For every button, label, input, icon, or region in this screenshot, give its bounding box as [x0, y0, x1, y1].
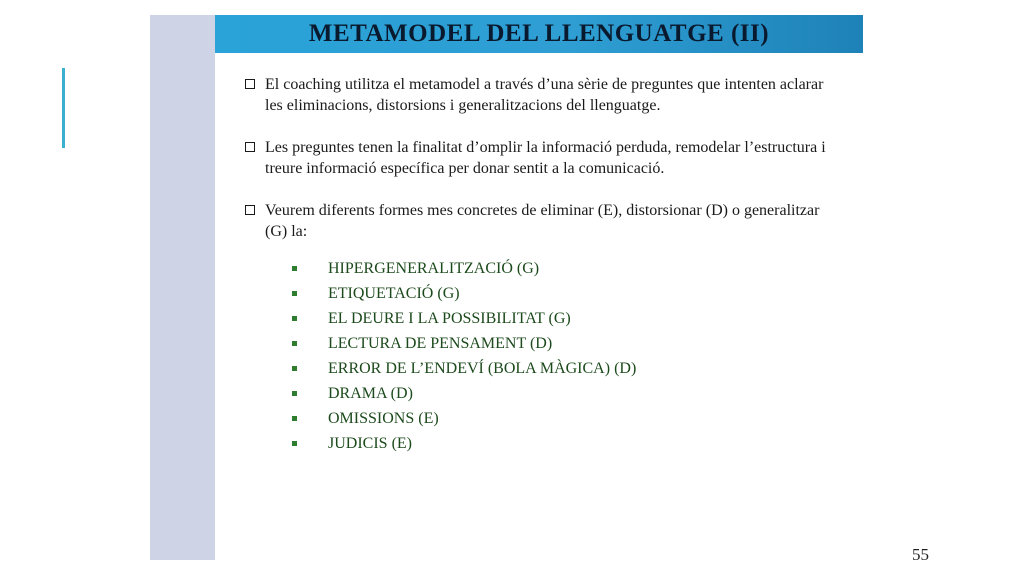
list-item-label: LECTURA DE PENSAMENT (D): [328, 334, 553, 352]
checkbox-bullet-icon: [245, 142, 255, 152]
list-item: [245, 431, 845, 456]
paragraph-2: [245, 137, 845, 179]
checkbox-bullet-icon: [245, 205, 255, 215]
paragraph-3: [245, 200, 845, 242]
list-item: [245, 306, 845, 331]
list-item: [245, 331, 845, 356]
square-bullet-icon: [292, 266, 297, 271]
list-item: [245, 256, 845, 281]
page-number: 55: [912, 545, 929, 564]
list-item-label: JUDICIS (E): [328, 434, 412, 452]
list-item-label: EL DEURE I LA POSSIBILITAT (G): [328, 309, 571, 327]
square-bullet-icon: [292, 366, 297, 371]
list-item-label: DRAMA (D): [328, 384, 413, 402]
sub-item-list: [245, 256, 845, 456]
checkbox-bullet-icon: [245, 79, 255, 89]
square-bullet-icon: [292, 391, 297, 396]
title-bar: [215, 15, 863, 53]
list-item-label: ETIQUETACIÓ (G): [328, 284, 460, 302]
list-item: [245, 281, 845, 306]
accent-line: [62, 68, 65, 148]
square-bullet-icon: [292, 316, 297, 321]
paragraph-text: Les preguntes tenen la finalitat d’omplir la informació perduda, remodelar l’estructura i treure informació específica per donar sentit a la comunicació.: [265, 139, 826, 177]
list-item-label: ERROR DE L’ENDEVÍ (BOLA MÀGICA) (D): [328, 359, 637, 377]
paragraph-text: El coaching utilitza el metamodel a través d’una sèrie de preguntes que intenten aclarar les eliminacions, distorsions i generalitzacions del llenguatge.: [265, 76, 824, 114]
side-panel: [150, 15, 215, 560]
square-bullet-icon: [292, 441, 297, 446]
square-bullet-icon: [292, 341, 297, 346]
slide-content: [245, 74, 845, 456]
paragraph-text: Veurem diferents formes mes concretes de eliminar (E), distorsionar (D) o generalitzar (G) la:: [265, 202, 820, 240]
list-item: [245, 381, 845, 406]
list-item: [245, 356, 845, 381]
paragraph-1: [245, 74, 845, 116]
square-bullet-icon: [292, 416, 297, 421]
slide-title: METAMODEL DEL LLENGUATGE (II): [308, 20, 770, 47]
list-item-label: HIPERGENERALITZACIÓ (G): [328, 259, 540, 277]
square-bullet-icon: [292, 291, 297, 296]
list-item-label: OMISSIONS (E): [328, 409, 439, 427]
list-item: [245, 406, 845, 431]
